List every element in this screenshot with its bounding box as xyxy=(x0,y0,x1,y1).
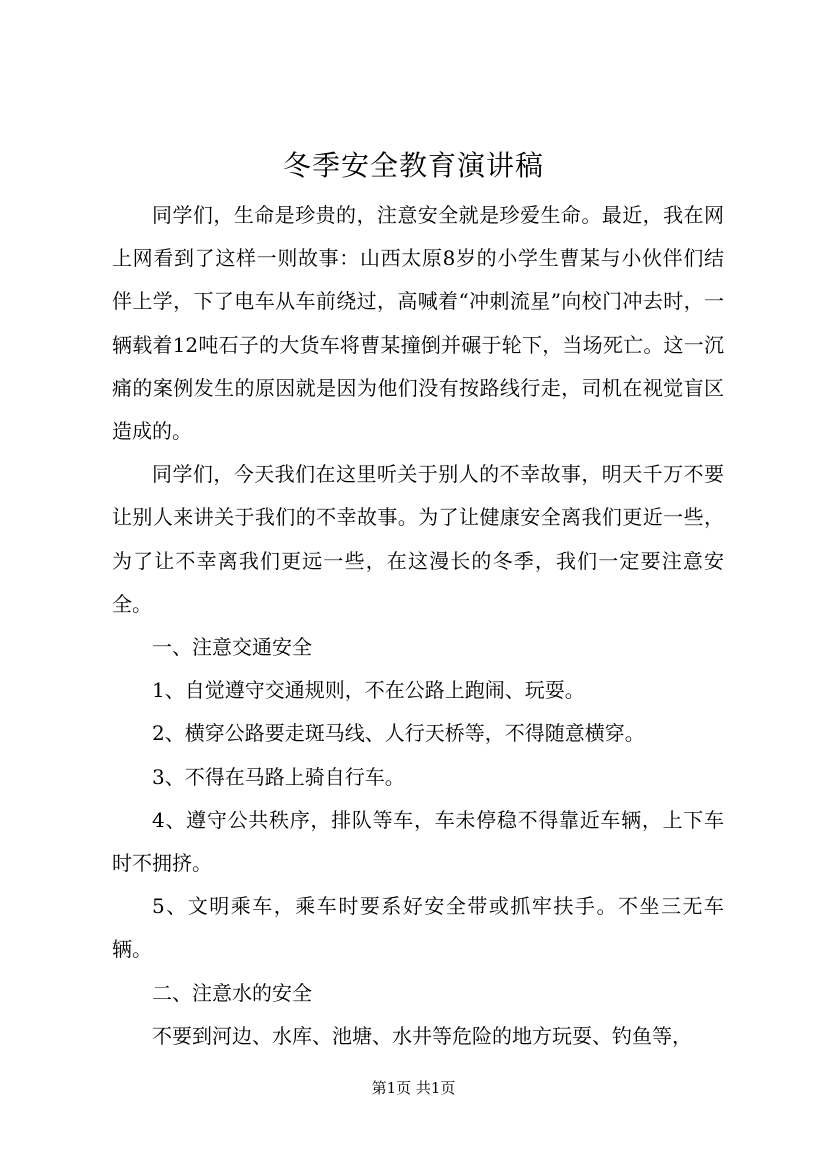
section-heading-traffic: 一、注意交通安全 xyxy=(152,635,312,660)
document-body xyxy=(112,194,724,1058)
list-item: 1、自觉遵守交通规则，不在公路上跑闹、玩耍。 xyxy=(152,678,585,703)
list-item: 4、遵守公共秩序，排队等车，车未停稳不得靠近车辆，上下车时不拥挤。 xyxy=(112,807,724,876)
paragraph-water: 不要到河边、水库、池塘、水井等危险的地方玩耍、钓鱼等， xyxy=(152,1023,692,1048)
list-item: 5、文明乘车，乘车时要系好安全带或抓牢扶手。不坐三无车辆。 xyxy=(112,894,724,962)
paragraph-story: 同学们，生命是珍贵的，注意安全就是珍爱生命。最近，我在网上网看到了这样一则故事：山西太原8岁的小学生曹某与小伙伴们结伴上学，下了电车从车前绕过，高喊着“冲刺流星”向校门冲去时，一辆载着12吨石子的大货车将曹某撞倒并碾于轮下，当场死亡。这一沉痛的案例发生的原因就是因为他们没有按路线行走，司机在视觉盲区造成的。 xyxy=(112,203,724,444)
section-heading-water: 二、注意水的安全 xyxy=(152,980,312,1005)
page-footer: 第1页 共1页 xyxy=(371,1079,456,1097)
list-item: 2、横穿公路要走斑马线、人行天桥等，不得随意横穿。 xyxy=(152,721,645,746)
paragraph-appeal: 同学们，今天我们在这里听关于别人的不幸故事，明天千万不要让别人来讲关于我们的不幸故事。为了让健康安全离我们更近一些，为了让不幸离我们更远一些，在这漫长的冬季，我们一定要注意安全。 xyxy=(112,462,724,616)
document-title: 冬季安全教育演讲稿 xyxy=(282,149,544,182)
list-item: 3、不得在马路上骑自行车。 xyxy=(152,764,405,789)
